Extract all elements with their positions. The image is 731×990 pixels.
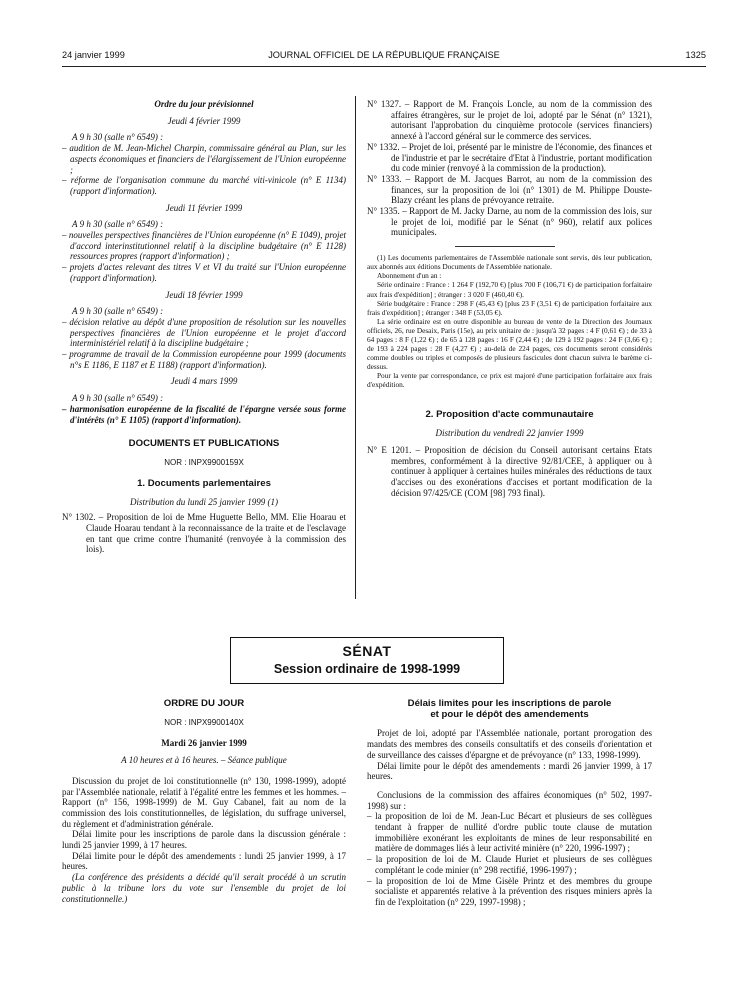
agenda-time: A 9 h 30 (salle n° 6549) :	[72, 132, 164, 143]
header-page-number: 1325	[685, 50, 706, 60]
agenda-time: A 9 h 30 (salle n° 6549) :	[72, 219, 164, 230]
agenda-date: Jeudi 4 mars 1999	[170, 376, 238, 387]
order-of-day-title: ORDRE DU JOUR	[163, 698, 245, 709]
section-1-title: 1. Documents parlementaires	[137, 477, 271, 489]
running-header	[62, 50, 706, 64]
agenda-time: A 9 h 30 (salle n° 6549) :	[72, 306, 164, 317]
header-date: 24 janvier 1999	[62, 50, 125, 60]
right-column-top	[367, 99, 652, 498]
agenda-item: – décision relative au dépôt d'une proposition de résolution sur les nouvelles perspectives financières de l'Union européenne et le projet d'accord interministériel relatif à la discipline budgétaire ;	[62, 316, 346, 349]
agenda-item: – projets d'actes relevant des titres V et VI du traité sur l'Union européenne (rapport d'information).	[62, 262, 346, 283]
body-paragraph: Conclusions de la commission des affaires économiques (n° 502, 1997-1998) sur :	[367, 789, 652, 811]
document-entry: N° 1302. – Proposition de loi de Mme Huguette Bello, MM. Elie Hoarau et Claude Hoarau tendant à la reconnaissance de la traite et de l'esclavage en tant que crime contre l'humanité (renvoyée à la commission des lois).	[62, 512, 346, 555]
document-entry: N° 1327. – Rapport de M. François Loncle, au nom de la commission des affaires étrangères, sur le projet de loi, adopté par le Sénat (n° 1321), autorisant l'approbation du cinquième protocole (services financiers) annexé à l'accord général sur le commerce des services.	[367, 99, 652, 142]
column-divider	[355, 96, 356, 599]
senat-banner	[230, 637, 504, 684]
footnote-paragraph: Série ordinaire : France : 1 264 F (192,70 €) [plus 700 F (106,71 €) de participation forfaitaire aux frais d'expédition] ; étranger : 3 020 F (460,40 €).	[367, 280, 652, 299]
footnote-paragraph: Abonnement d'un an :	[377, 271, 442, 281]
document-entry: N° E 1201. – Proposition de décision du Conseil autorisant certains Etats membres, conformément à la directive 92/81/CEE, à appliquer ou à continuer à appliquer à certaines huiles minérales des réductions de taux d'accises ou des exonérations d'accises et portant modification de la décision 97/425/CE (COM [98] 793 final).	[367, 444, 652, 498]
section-1-date: Distribution du lundi 25 janvier 1999 (1)	[130, 497, 278, 508]
session-time: A 10 heures et à 16 heures. – Séance publique	[121, 755, 287, 766]
agenda-item: – programme de travail de la Commission européenne pour 1999 (documents n°s E 1186, E 1187 et E 1188) (rapport d'information).	[62, 349, 346, 370]
footnote-paragraph: La série ordinaire est en outre disponible au bureau de vente de la Direction des Journaux officiels, 26, rue Desaix, Paris (15e), au prix unitaire de : jusqu'à 32 pages : 4 F (0,61 €) ; de 33 à 64 pages : 8 F (1,22 €) ; de 65 à 128 pages : 16 F (2,44 €) ; de 129 à 192 pages : 24 F (3,66 €) ; de 193 à 224 pages : 28 F (4,27 €) ; au-delà de 224 pages, ces documents seront considérés comme doubles ou triples et composés de plusieurs fascicules dont chacun suivra le barème ci-dessus.	[367, 316, 652, 372]
deadlines-title-line2: et pour le dépôt des amendements	[430, 708, 589, 720]
footnote-paragraph: Série budgétaire : France : 298 F (45,43 €) [plus 23 F (3,51 €) de participation forfaitaire aux frais d'expédition] ; étranger : 348 F (53,05 €).	[367, 298, 652, 317]
deadlines-title: Délais limites pour les inscriptions de parole	[407, 698, 612, 709]
document-entry: N° 1333. – Rapport de M. Jacques Barrot, au nom de la commission des finances, sur la proposition de loi (n° 1301) de M. Philippe Douste-Blazy créant les plans de prévoyance retraite.	[367, 173, 652, 206]
body-paragraph: Délai limite pour le dépôt des amendements : mardi 26 janvier 1999, à 17 heures.	[367, 760, 652, 782]
document-entry: N° 1335. – Rapport de M. Jacky Darne, au nom de la commission des lois, sur le projet de loi, modifié par le Sénat (n° 960), relatif aux polices municipales.	[367, 206, 652, 238]
section-2-title: 2. Proposition d'acte communautaire	[425, 408, 594, 420]
body-paragraph: Délai limite pour les inscriptions de parole dans la discussion générale : lundi 25 janvier 1999, à 17 heures.	[62, 829, 346, 851]
agenda-time: A 9 h 30 (salle n° 6549) :	[72, 393, 164, 404]
agenda-date: Jeudi 4 février 1999	[167, 115, 241, 126]
body-paragraph: Projet de loi, adopté par l'Assemblée nationale, portant prorogation des mandats des membres des conseils consultatifs et des conseils d'orientation et de surveillance des caisses d'épargne et de prévoyance (n° 133, 1998-1999).	[367, 728, 652, 760]
agenda-title: Ordre du jour prévisionnel	[154, 99, 254, 109]
footnote-rule	[455, 246, 555, 247]
list-item: – la proposition de loi de M. Claude Huriet et plusieurs de ses collègues complétant le code minier (n° 298 rectifié, 1996-1997) ;	[367, 854, 652, 875]
agenda-item: – nouvelles perspectives financières de l'Union européenne (n° E 1049), projet d'accord interinstitutionnel relatif à la discipline budgétaire (n° E 1128) ressources propres (rapport d'information) ;	[62, 230, 346, 262]
left-column-bottom	[62, 699, 346, 904]
right-column-bottom	[367, 699, 652, 908]
documents-heading: DOCUMENTS ET PUBLICATIONS	[128, 438, 280, 450]
footnote-paragraph: (1) Les documents parlementaires de l'Assemblée nationale sont servis, dès leur publication, aux abonnés aux éditions Documents de l'Assemblée nationale.	[367, 253, 652, 272]
nor-reference: NOR : INPX9900140X	[164, 717, 244, 727]
body-paragraph: Délai limite pour le dépôt des amendements : lundi 25 janvier 1999, à 17 heures.	[62, 850, 346, 872]
senat-subtitle: Session ordinaire de 1998-1999	[273, 662, 461, 676]
section-2-date: Distribution du vendredi 22 janvier 1999	[435, 428, 584, 439]
session-date: Mardi 26 janvier 1999	[161, 738, 247, 749]
list-item: – la proposition de loi de M. Jean-Luc Bécart et plusieurs de ses collègues tendant à frapper de nullité d'ordre public toute clause de mutation immobilière exonérant les exploitants de mines de leur responsabilité en matière de dommages liés à leur activité minière (n° 220, 1996-1997) ;	[367, 811, 652, 854]
footnote	[367, 253, 652, 389]
body-paragraph: Discussion du projet de loi constitutionnelle (n° 130, 1998-1999), adopté par l'Assemblée nationale, relatif à l'égalité entre les femmes et les hommes. – Rapport (n° 156, 1998-1999) de M. Guy Cabanel, fait au nom de la commission des lois constitutionnelles, de législation, du suffrage universel, du règlement et d'administration générale.	[62, 775, 346, 829]
agenda-item: – réforme de l'organisation commune du marché viti-vinicole (n° E 1134) (rapport d'information).	[62, 175, 346, 196]
header-rule	[62, 66, 706, 67]
list-item: – la proposition de loi de Mme Gisèle Printz et des membres du groupe socialiste et apparentés relative à la prévention des risques miniers après la fin de l'exploitation (n° 229, 1997-1998) ;	[367, 875, 652, 907]
document-entry: N° 1332. – Projet de loi, présenté par le ministre de l'économie, des finances et de l'industrie et par le secrétaire d'Etat à l'industrie, portant modification du code minier (renvoyé à la commission de la production).	[367, 141, 652, 174]
left-column-top	[62, 99, 346, 555]
agenda-item: – audition de M. Jean-Michel Charpin, commissaire général au Plan, sur les aspects économiques et financiers de l'élargissement de l'Union européenne ;	[62, 143, 346, 175]
senat-title: SÉNAT	[342, 643, 392, 659]
header-title: JOURNAL OFFICIEL DE LA RÉPUBLIQUE FRANÇAISE	[268, 50, 500, 60]
body-paragraph: (La conférence des présidents a décidé qu'il serait procédé à un scrutin public à la tribune lors du vote sur l'ensemble du projet de loi constitutionnelle.)	[62, 872, 346, 904]
agenda-date: Jeudi 18 février 1999	[165, 289, 243, 300]
agenda-item: – harmonisation européenne de la fiscalité de l'épargne versée sous forme d'intérêts (n° E 1105) (rapport d'information).	[62, 403, 346, 425]
agenda-date: Jeudi 11 février 1999	[165, 202, 243, 213]
footnote-paragraph: Pour la vente par correspondance, ce prix est majoré d'une participation forfaitaire aux frais d'expédition.	[367, 371, 652, 390]
nor-reference: NOR : INPX9900159X	[164, 457, 244, 467]
